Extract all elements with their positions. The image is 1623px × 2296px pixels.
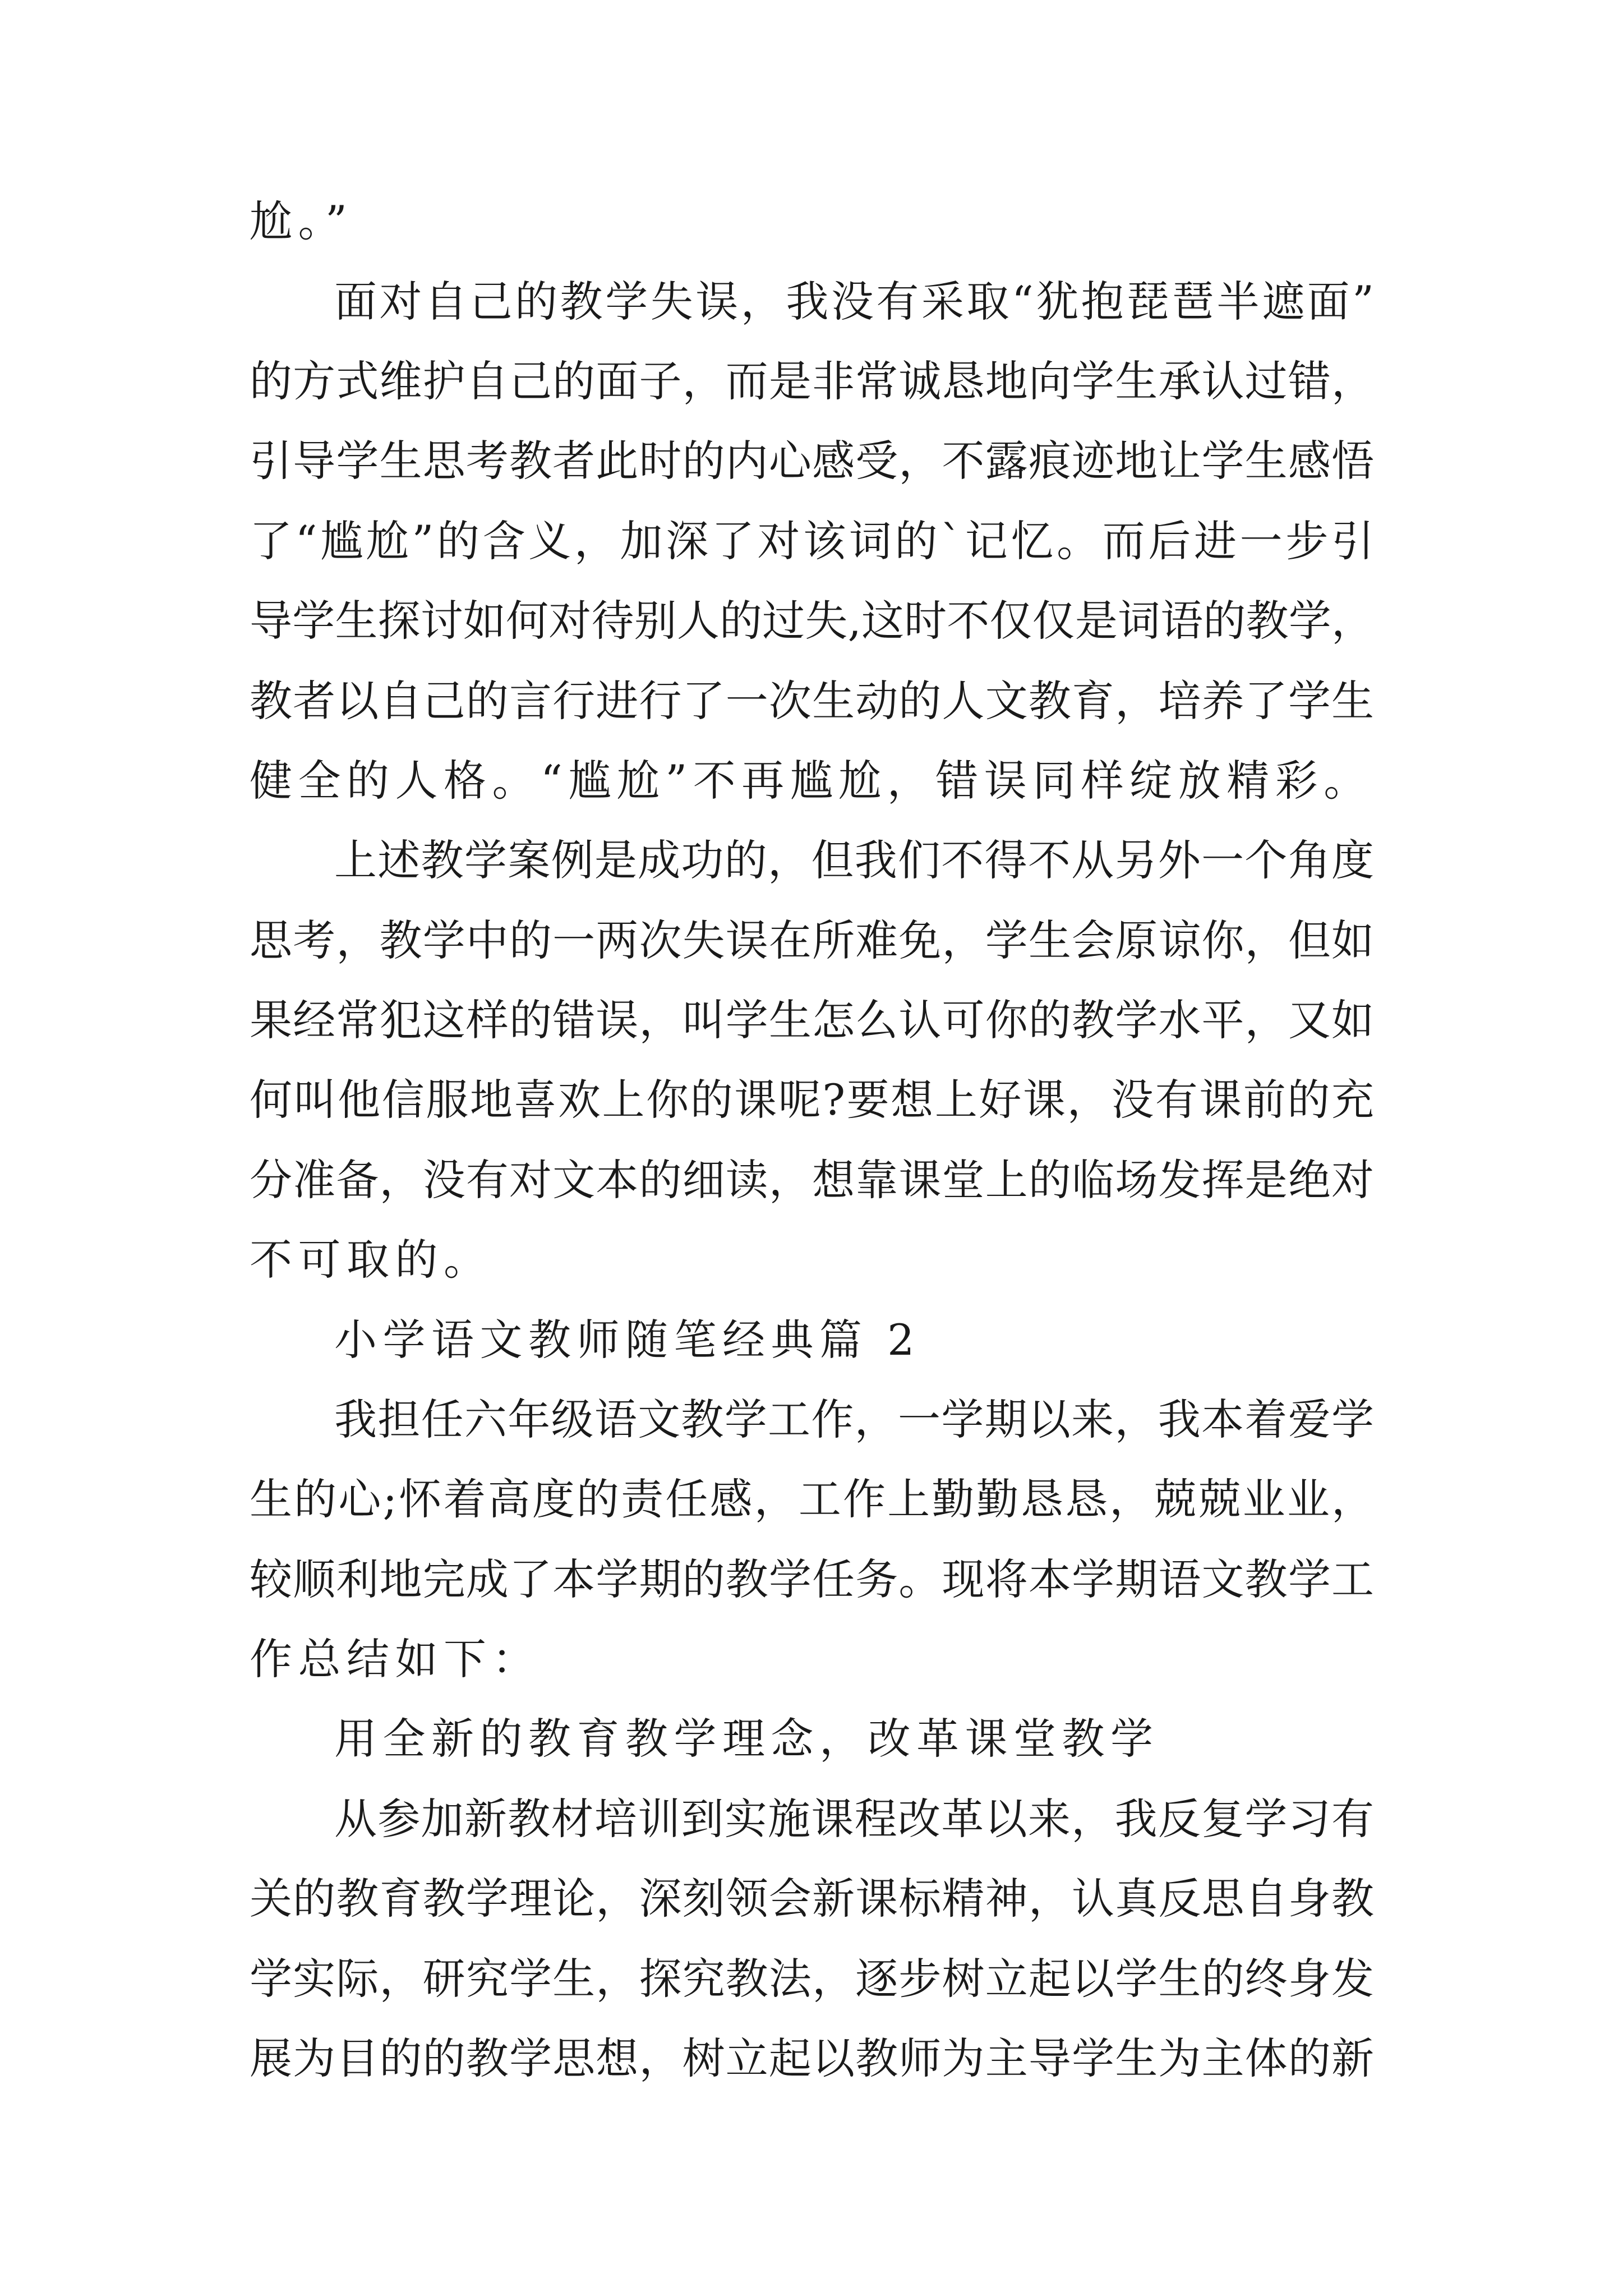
paragraph-start-line: 上述教学案例是成功的，但我们不得不从另外一个角度 xyxy=(334,835,1374,885)
text-line: 生的心;怀着高度的责任感，工作上勤勤恳恳，兢兢业业， xyxy=(250,1474,1374,1524)
text-line: 不可取的。 xyxy=(250,1235,492,1285)
text-line: 学实际，研究学生，探究教法，逐步树立起以学生的终身发 xyxy=(250,1954,1374,2004)
text-line: 果经常犯这样的错误，叫学生怎么认可你的教学水平，又如 xyxy=(250,995,1374,1045)
text-line: 引导学生思考教者此时的内心感受，不露痕迹地让学生感悟 xyxy=(250,436,1374,486)
text-line: 的方式维护自己的面子，而是非常诚恳地向学生承认过错， xyxy=(250,356,1374,406)
text-line: 作总结如下： xyxy=(250,1634,541,1684)
text-line: 何叫他信服地喜欢上你的课呢?要想上好课，没有课前的充 xyxy=(250,1075,1374,1125)
text-line: 了“尴尬”的含义，加深了对该词的`记忆。而后进一步引 xyxy=(250,516,1374,566)
text-line: 较顺利地完成了本学期的教学任务。现将本学期语文教学工 xyxy=(250,1554,1374,1604)
text-line: 关的教育教学理论，深刻领会新课标精神，认真反思自身教 xyxy=(250,1874,1374,1924)
text-line: 思考，教学中的一两次失误在所难免，学生会原谅你，但如 xyxy=(250,915,1374,965)
text-line: 导学生探讨如何对待别人的过失,这时不仅仅是词语的教学， xyxy=(250,596,1374,646)
text-line: 尬。” xyxy=(250,196,353,246)
paragraph-start-line: 我担任六年级语文教学工作，一学期以来，我本着爱学 xyxy=(334,1395,1374,1444)
section-title: 小学语文教师随笔经典篇 2 xyxy=(334,1315,921,1365)
text-line: 教者以自己的言行进行了一次生动的人文教育，培养了学生 xyxy=(250,676,1374,726)
text-line: 健全的人格。“尴尬”不再尴尬，错误同样绽放精彩。 xyxy=(250,756,1372,806)
text-line: 展为目的的教学思想，树立起以教师为主导学生为主体的新 xyxy=(250,2033,1374,2083)
subheading: 用全新的教育教学理念，改革课堂教学 xyxy=(334,1714,1159,1764)
text-line: 分准备，没有对文本的细读，想靠课堂上的临场发挥是绝对 xyxy=(250,1155,1374,1205)
paragraph-start-line: 面对自己的教学失误，我没有采取“犹抱琵琶半遮面” xyxy=(334,277,1374,326)
paragraph-start-line: 从参加新教材培训到实施课程改革以来，我反复学习有 xyxy=(334,1794,1374,1844)
